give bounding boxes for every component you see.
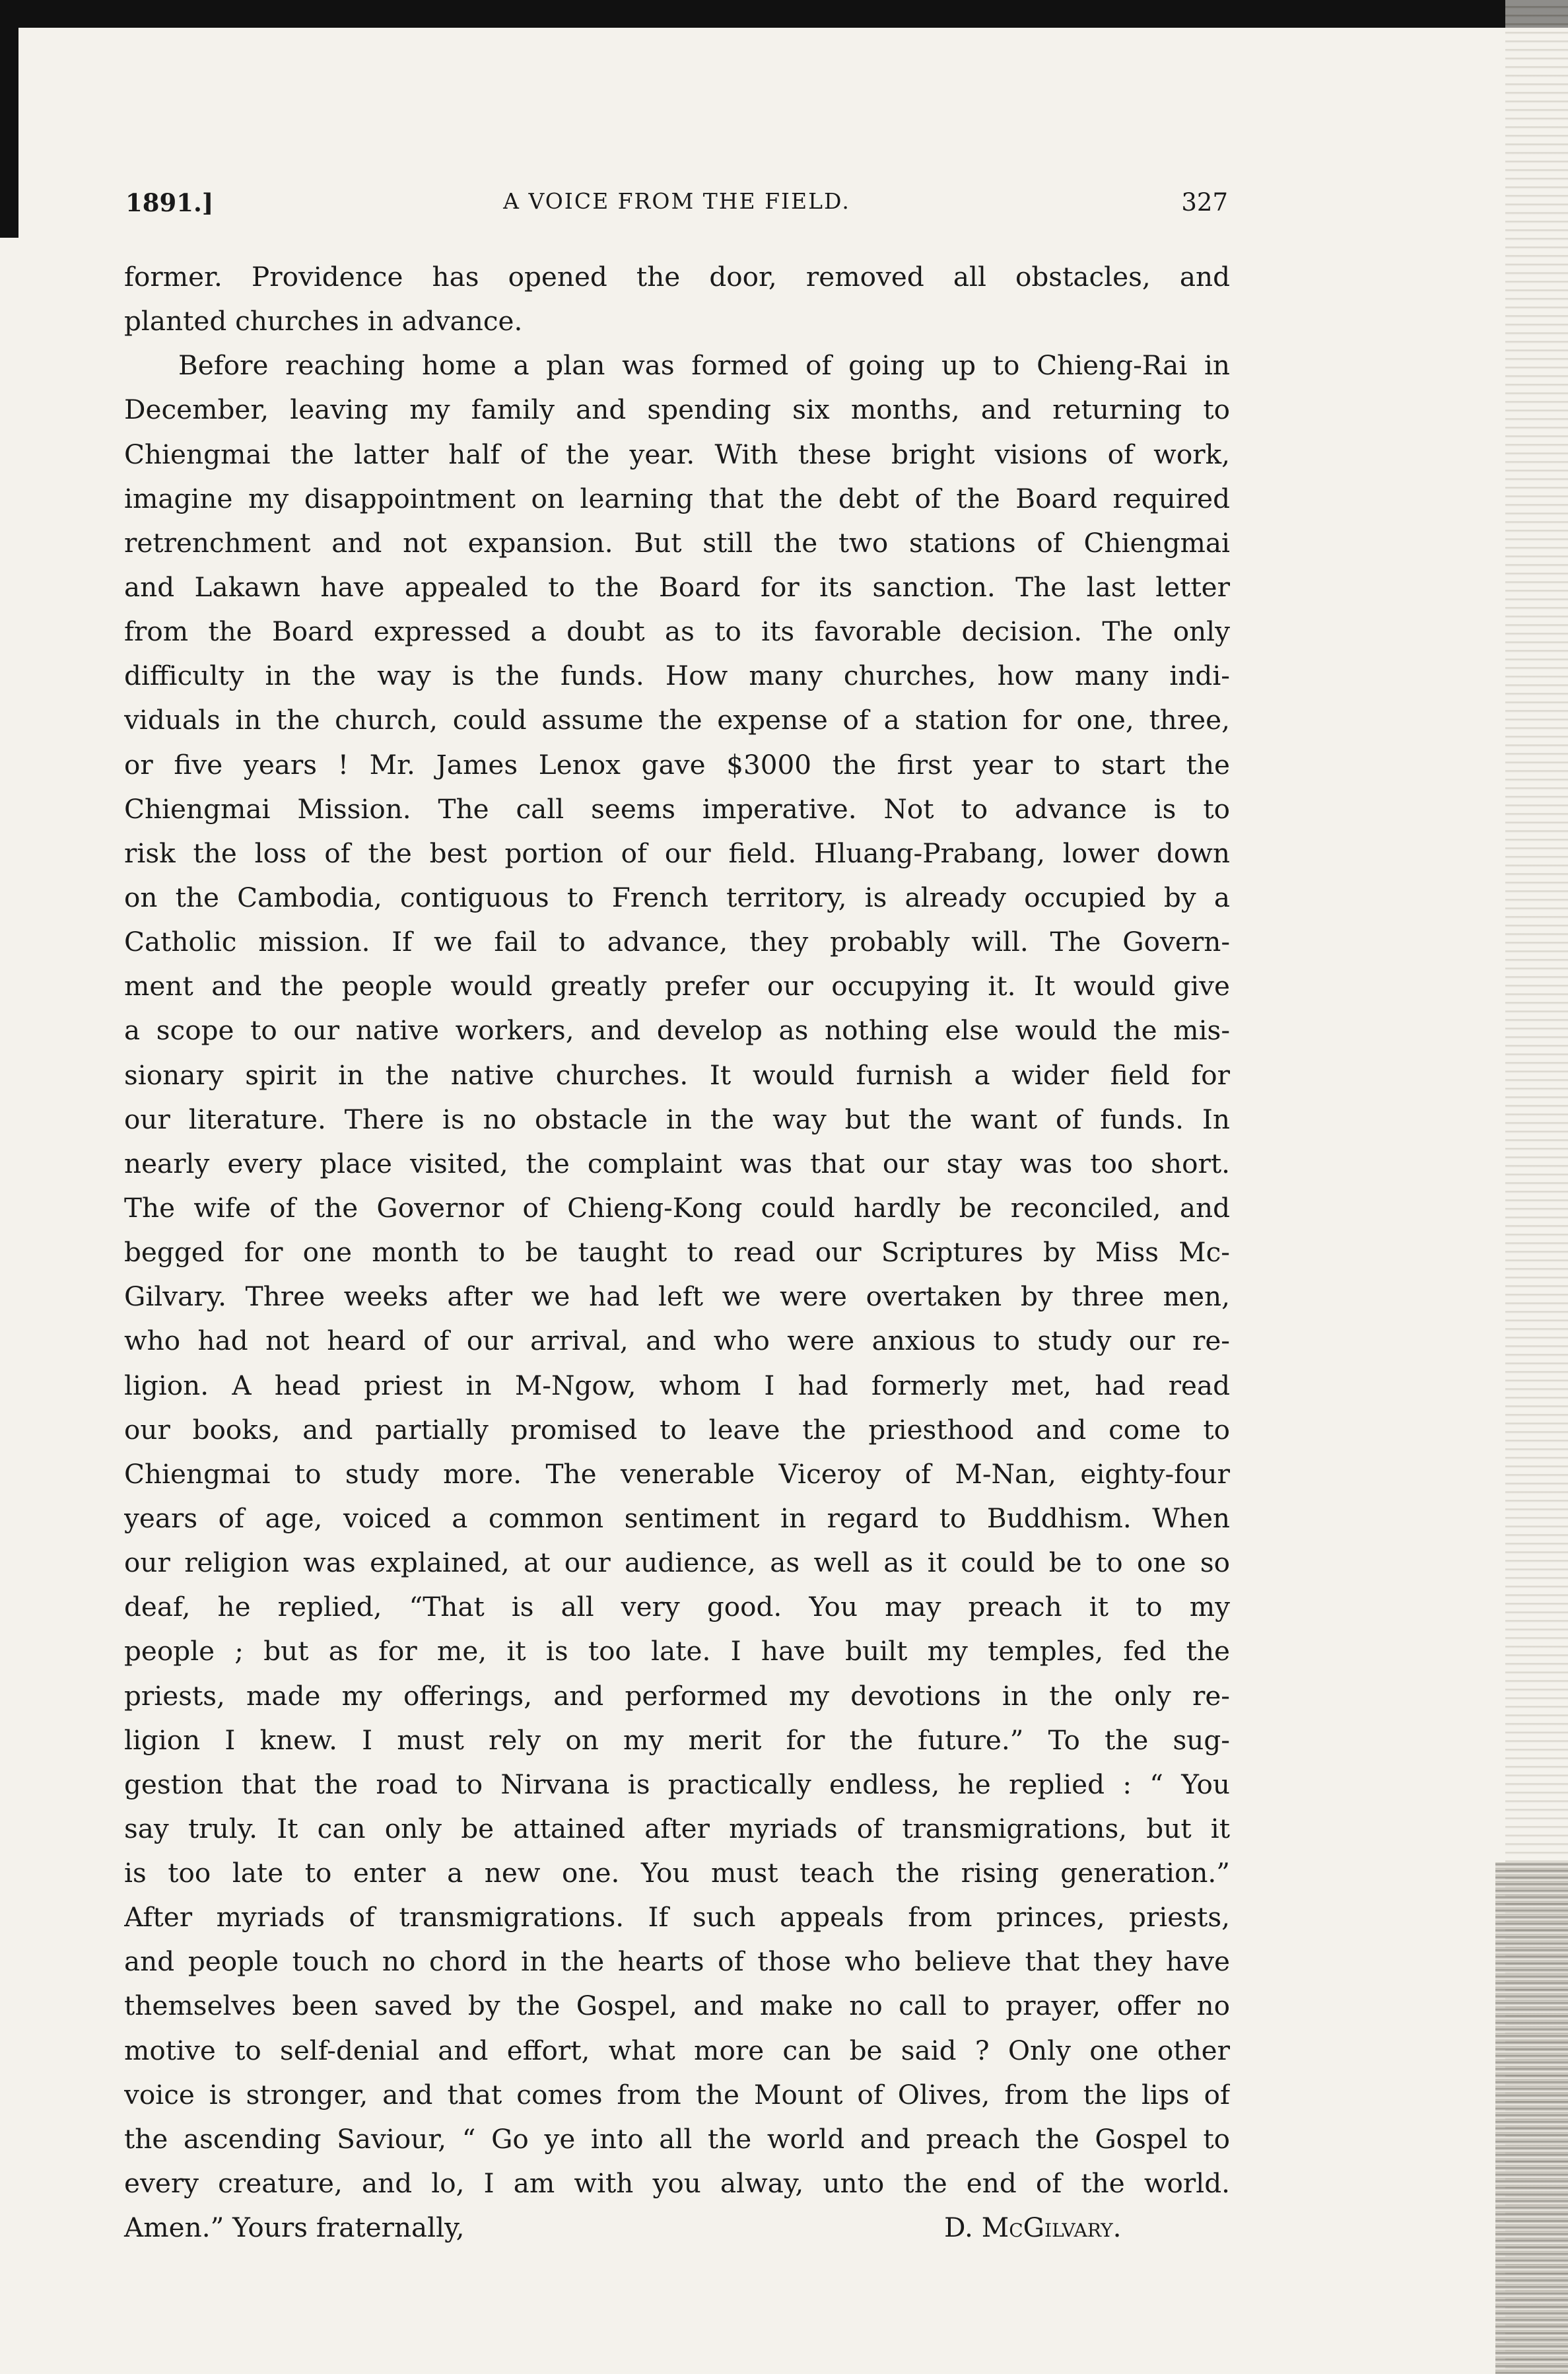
text-line: years of age, voiced a common sentiment in regard to Buddhism. When: [124, 1502, 1230, 1534]
text-line: and people touch no chord in the hearts of those who believe that they have: [124, 1945, 1230, 1978]
text-line: Gilvary. Three weeks after we had left we were overtaken by three men,: [124, 1280, 1230, 1313]
header-year: 1891.]: [125, 188, 214, 217]
text-line: December, leaving my family and spending six months, and returning to: [124, 394, 1230, 426]
text-line: people ; but as for me, it is too late. I have built my temples, fed the: [124, 1635, 1230, 1667]
text-line: every creature, and lo, I am with you alway, unto the end of the world.: [124, 2167, 1230, 2200]
text-line: sionary spirit in the native churches. It would furnish a wider field for: [124, 1059, 1230, 1091]
text-line: The wife of the Governor of Chieng-Kong could hardly be reconciled, and: [124, 1191, 1230, 1224]
text-line: our literature. There is no obstacle in the way but the want of funds. In: [124, 1103, 1230, 1135]
text-line: Chiengmai to study more. The venerable Viceroy of M-Nan, eighty-four: [124, 1457, 1230, 1490]
header-title: A VOICE FROM THE FIELD.: [503, 188, 850, 214]
text-line: risk the loss of the best portion of our field. Hluang-Prabang, lower down: [124, 837, 1230, 869]
text-line: our books, and partially promised to leave the priesthood and come to: [124, 1413, 1230, 1446]
text-line: begged for one month to be taught to read our Scriptures by Miss Mc-: [124, 1236, 1230, 1269]
text-line: from the Board expressed a doubt as to its favorable decision. The only: [124, 615, 1230, 648]
text-line: After myriads of transmigrations. If such appeals from princes, priests,: [124, 1901, 1230, 1934]
text-line: gestion that the road to Nirvana is practically endless, he replied : “ You: [124, 1768, 1230, 1800]
text-line: or five years ! Mr. James Lenox gave $3000 the first year to start the: [124, 748, 1230, 781]
text-line: say truly. It can only be attained after myriads of transmigrations, but it: [124, 1812, 1230, 1844]
text-line: who had not heard of our arrival, and who were anxious to study our re-: [124, 1325, 1230, 1357]
text-line: ligion I knew. I must rely on my merit for the future.” To the sug-: [124, 1724, 1230, 1756]
text-line: priests, made my offerings, and performed my devotions in the only re-: [124, 1679, 1230, 1712]
text-line: and Lakawn have appealed to the Board for its sanction. The last letter: [124, 571, 1230, 603]
text-line: a scope to our native workers, and develop as nothing else would the mis-: [124, 1014, 1230, 1047]
text-line: Catholic mission. If we fail to advance, they probably will. The Govern-: [124, 926, 1230, 958]
text-line: on the Cambodia, contiguous to French territory, is already occupied by a: [124, 881, 1230, 913]
text-line: viduals in the church, could assume the expense of a station for one, three,: [124, 704, 1230, 736]
text-line: is too late to enter a new one. You must teach the rising generation.”: [124, 1857, 1230, 1889]
running-header: [125, 188, 1228, 228]
text-line: our religion was explained, at our audience, as well as it could be to one so: [124, 1547, 1230, 1579]
text-line: planted churches in advance.: [124, 305, 523, 337]
text-line: themselves been saved by the Gospel, and make no call to prayer, offer no: [124, 1990, 1230, 2022]
scan-right-edge-noise: [1495, 1862, 1568, 2374]
article-body: [124, 255, 1230, 2250]
text-line: Chiengmai Mission. The call seems imperative. Not to advance is to: [124, 792, 1230, 825]
closing-line: [124, 2206, 1230, 2250]
text-line: retrenchment and not expansion. But still the two stations of Chiengmai: [124, 526, 1230, 559]
text-line: motive to self-denial and effort, what more can be said ? Only one other: [124, 2034, 1230, 2066]
text-line: ment and the people would greatly prefer our occupying it. It would give: [124, 970, 1230, 1002]
scan-left-border: [0, 0, 18, 238]
text-line: nearly every place visited, the complaint was that our stay was too short.: [124, 1147, 1230, 1179]
text-line: Before reaching home a plan was formed of going up to Chieng-Rai in: [178, 349, 1230, 382]
text-line: deaf, he replied, “That is all very good. You may preach it to my: [124, 1591, 1230, 1623]
text-line: ligion. A head priest in M-Ngow, whom I had formerly met, had read: [124, 1369, 1230, 1401]
closing-text: Amen.” Yours fraternally,: [124, 2212, 465, 2244]
text-line: voice is stronger, and that comes from the Mount of Olives, from the lips of: [124, 2078, 1230, 2111]
text-line: former. Providence has opened the door, removed all obstacles, and: [124, 261, 1230, 293]
author-signature: D. McGilvary.: [944, 2212, 1122, 2244]
text-line: difficulty in the way is the funds. How many churches, how many indi-: [124, 660, 1230, 692]
page-number: 327: [1181, 188, 1228, 217]
text-line: imagine my disappointment on learning that the debt of the Board required: [124, 482, 1230, 514]
scan-top-border: [0, 0, 1568, 28]
text-line: Chiengmai the latter half of the year. With these bright visions of work,: [124, 438, 1230, 470]
text-line: the ascending Saviour, “ Go ye into all the world and preach the Gospel to: [124, 2122, 1230, 2155]
